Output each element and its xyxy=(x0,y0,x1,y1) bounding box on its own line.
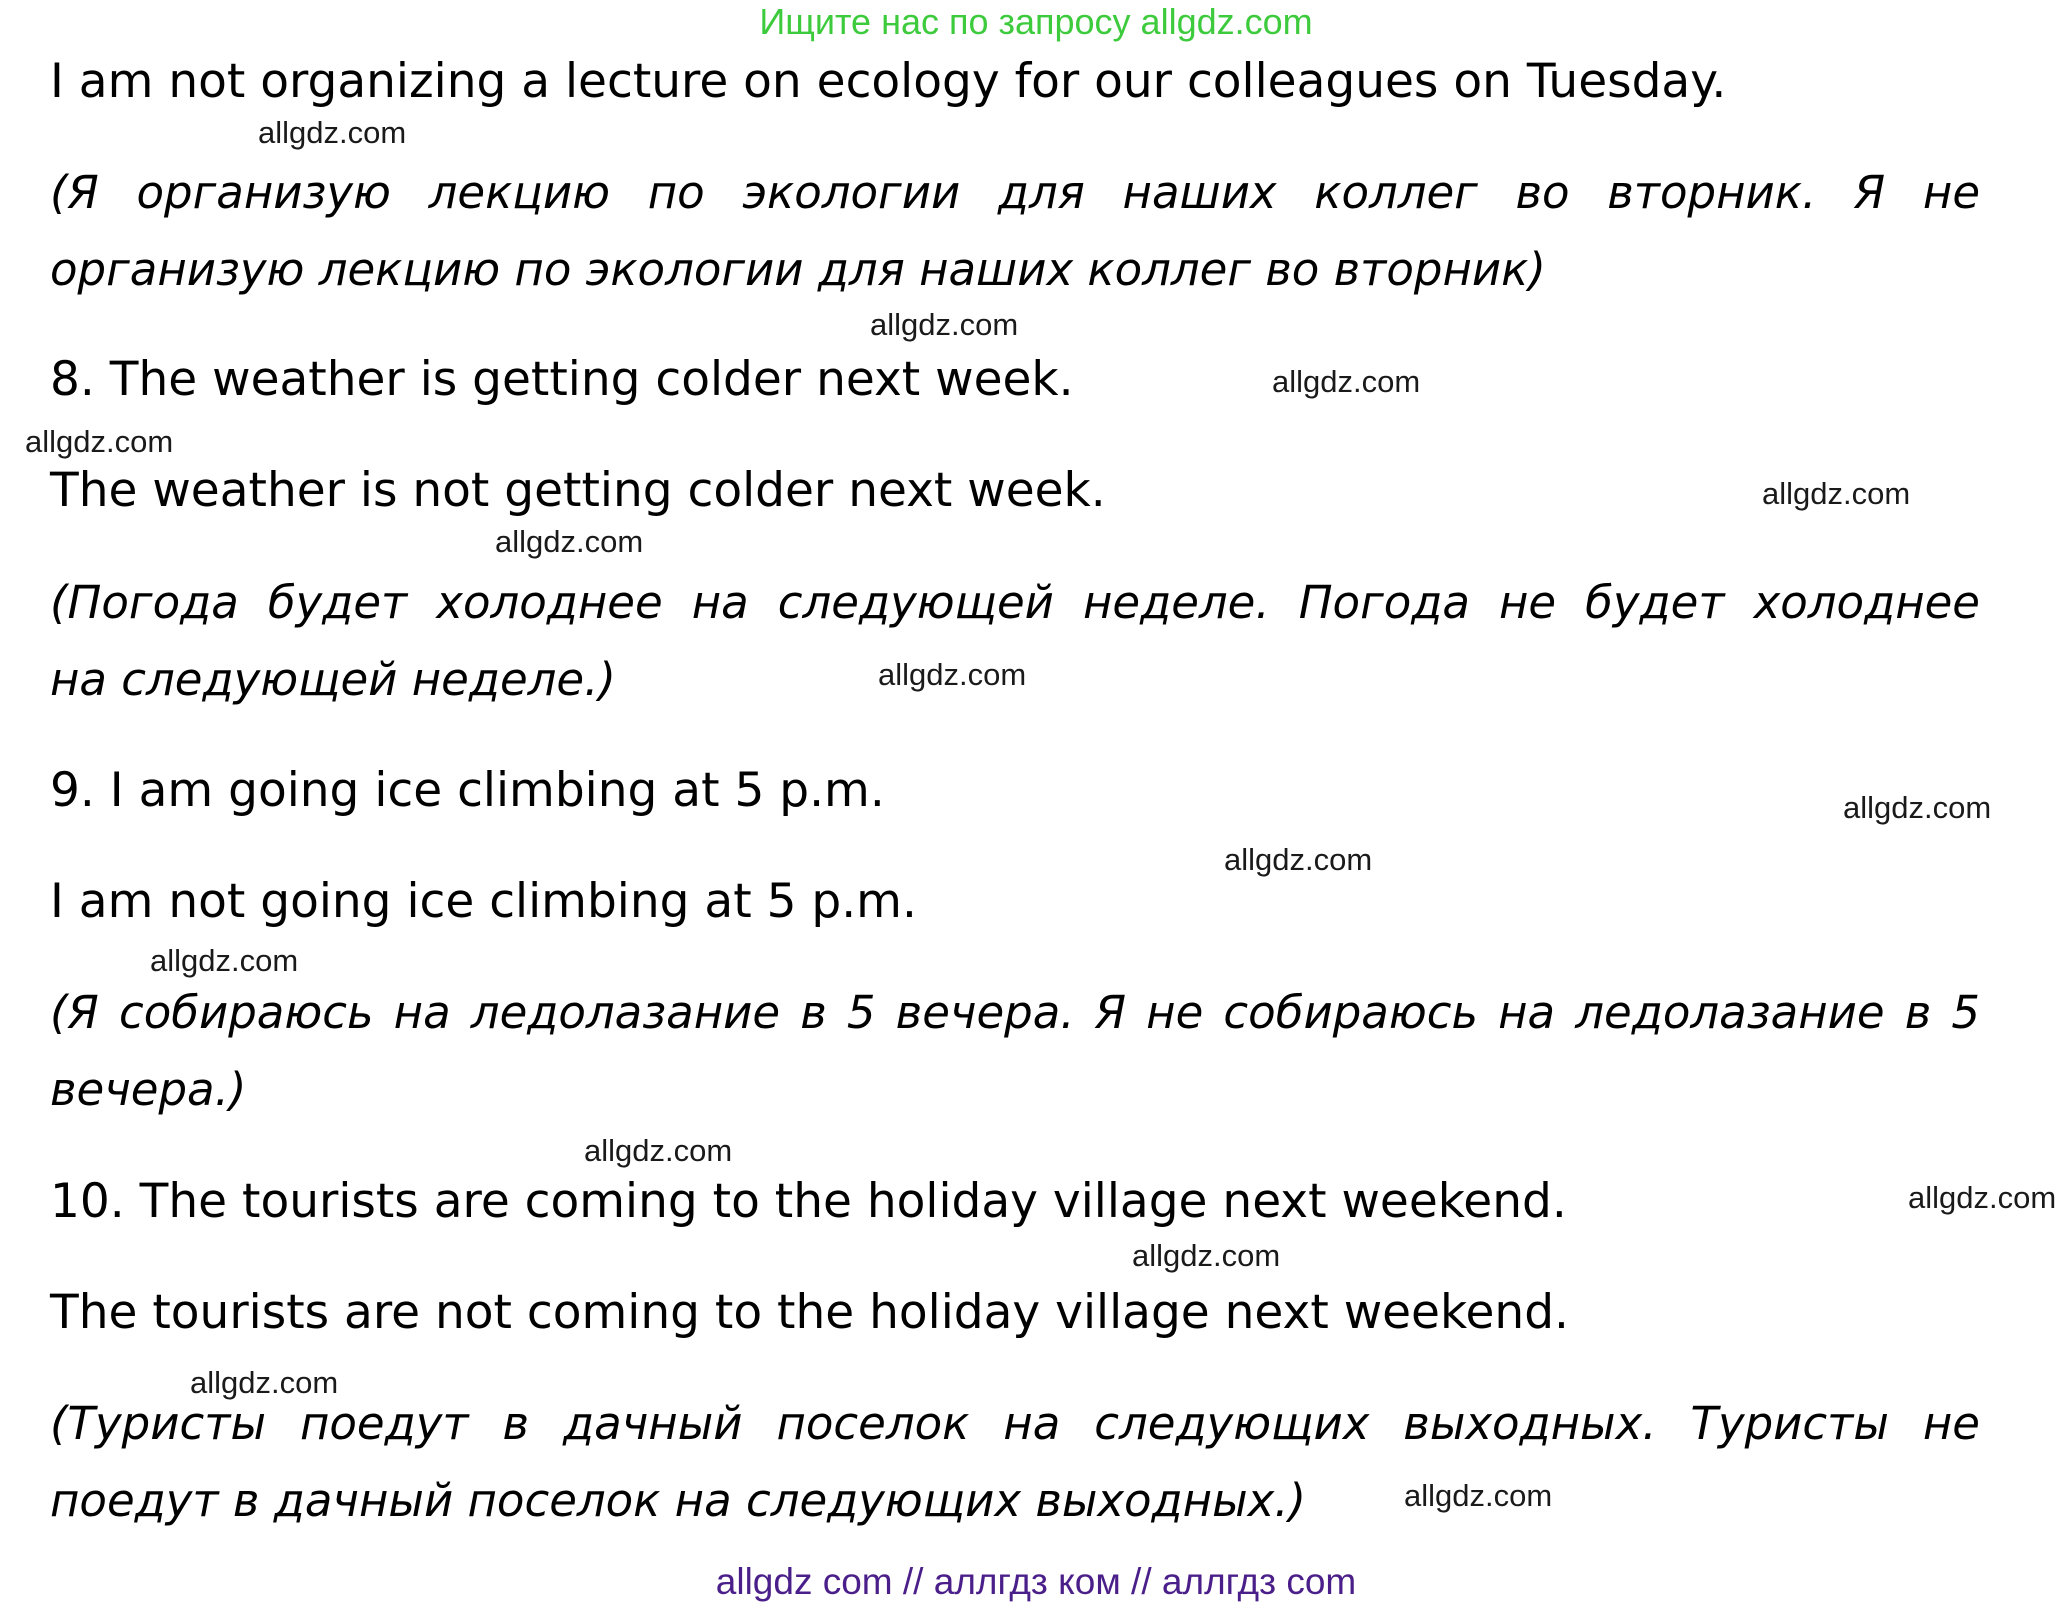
sentence-negative-8: The weather is not getting colder next week. xyxy=(50,463,1106,518)
sentence-9: 9. I am going ice climbing at 5 p.m. xyxy=(50,763,885,818)
sentence-negative-9: I am not going ice climbing at 5 p.m. xyxy=(50,874,917,929)
sentence-negative-7: I am not organizing a lecture on ecology for our colleagues on Tuesday. xyxy=(50,54,1727,109)
watermark: allgdz.com xyxy=(878,657,1027,692)
watermark: allgdz.com xyxy=(1843,790,1992,825)
translation-8-line-2: на следующей неделе.) xyxy=(50,653,616,706)
sentence-10: 10. The tourists are coming to the holiday village next weekend. xyxy=(50,1174,1567,1229)
translation-9-line-1: (Я собираюсь на ледолазание в 5 вечера. Я не собираюсь на ледолазание в 5 xyxy=(50,986,1980,1039)
watermark: allgdz.com xyxy=(25,424,174,459)
sentence-8: 8. The weather is getting colder next week. xyxy=(50,352,1074,407)
watermark: allgdz.com xyxy=(584,1133,733,1168)
watermark: allgdz.com xyxy=(1224,842,1373,877)
footer-caption: allgdz com // аллгдз ком // аллгдз com xyxy=(715,1561,1357,1602)
translation-10-line-2: поедут в дачный поселок на следующих выходных.) xyxy=(50,1474,1307,1527)
translation-8-line-1: (Погода будет холоднее на следующей неделе. Погода не будет холоднее xyxy=(50,576,1980,629)
translation-10-line-1: (Туристы поедут в дачный поселок на следующих выходных. Туристы не xyxy=(50,1397,1980,1450)
site-banner: Ищите нас по запросу allgdz.com xyxy=(759,1,1313,42)
sentence-negative-10: The tourists are not coming to the holiday village next weekend. xyxy=(50,1285,1569,1340)
watermark: allgdz.com xyxy=(258,115,407,150)
translation-7-line-2: организую лекцию по экологии для наших коллег во вторник) xyxy=(50,243,1546,296)
watermark: allgdz.com xyxy=(1272,364,1421,399)
watermark: allgdz.com xyxy=(1762,476,1911,511)
watermark: allgdz.com xyxy=(1908,1180,2057,1215)
translation-7-line-1: (Я организую лекцию по экологии для наших коллег во вторник. Я не xyxy=(50,166,1980,219)
translation-9-line-2: вечера.) xyxy=(50,1063,247,1116)
watermark: allgdz.com xyxy=(1404,1478,1553,1513)
watermark: allgdz.com xyxy=(190,1365,339,1400)
watermark: allgdz.com xyxy=(495,524,644,559)
watermark: allgdz.com xyxy=(150,943,299,978)
watermark: allgdz.com xyxy=(1132,1238,1281,1273)
watermark: allgdz.com xyxy=(870,307,1019,342)
